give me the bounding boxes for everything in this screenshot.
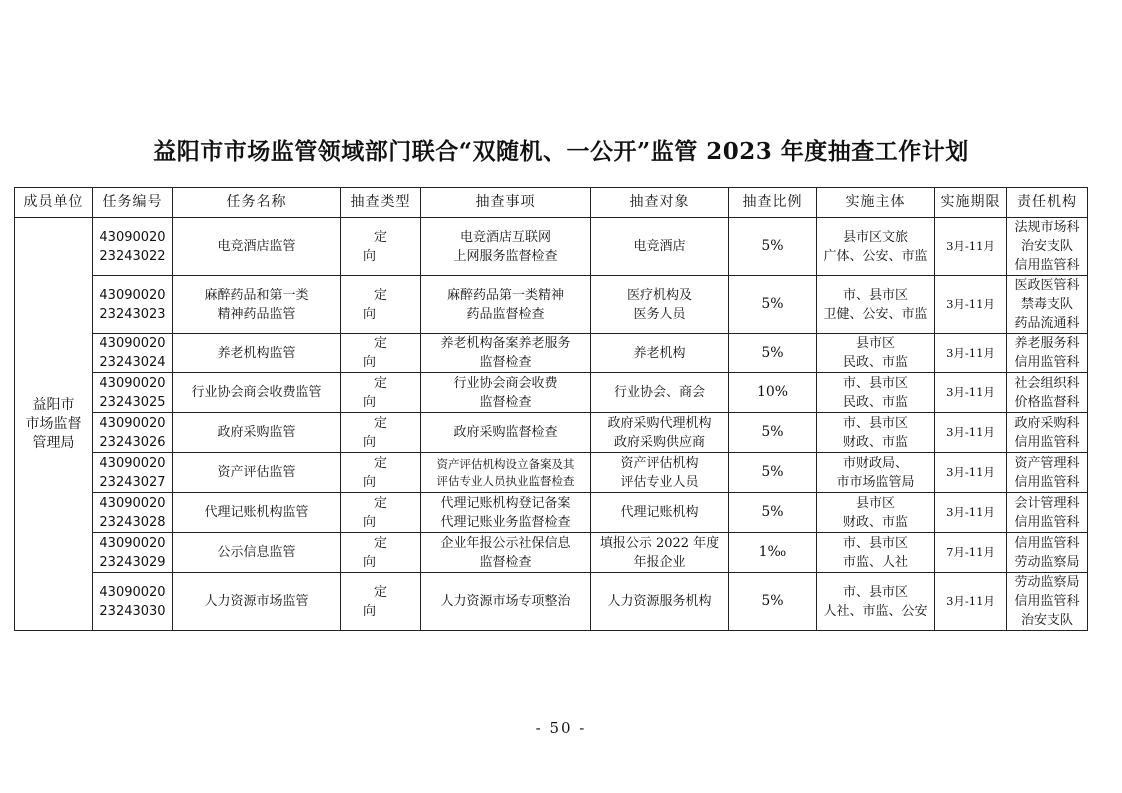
- cell-text: 医务人员: [633, 306, 686, 322]
- check-type-cell: [341, 533, 421, 573]
- cell-text: 3月-11月: [946, 425, 995, 439]
- cell-text: 养老机构: [633, 345, 686, 361]
- cell-text: 信用监管科: [1014, 594, 1080, 609]
- member-unit-cell: [15, 218, 93, 631]
- cell-text: 23243028: [99, 514, 166, 530]
- cell-text: 5%: [761, 464, 784, 480]
- cell-text: 麻醉药品第一类精神: [446, 287, 564, 303]
- cell-text: 市、县市区: [842, 535, 908, 551]
- check-ratio-cell: [729, 493, 817, 533]
- check-type-cell: [341, 573, 421, 631]
- cell-text: 23243027: [99, 474, 166, 490]
- task-number-cell: [93, 373, 173, 413]
- task-name-cell: [173, 334, 341, 373]
- cell-text: 3月-11月: [946, 594, 995, 608]
- check-type-cell: [341, 218, 421, 276]
- cell-text: 5%: [761, 593, 784, 609]
- cell-text: 23243030: [99, 603, 166, 619]
- cell-text: 治安支队: [1020, 239, 1073, 254]
- period-cell: [935, 218, 1007, 276]
- cell-text: 定向: [362, 495, 409, 530]
- cell-text: 3月-11月: [946, 297, 995, 311]
- task-number-cell: [93, 493, 173, 533]
- responsible-agency-cell: [1007, 218, 1088, 276]
- plan-table: [14, 187, 1088, 631]
- column-header: 任务编号: [93, 188, 173, 218]
- responsible-agency-cell: [1007, 276, 1088, 334]
- cell-text: 定向: [362, 455, 409, 490]
- cell-text: 年报企业: [633, 554, 686, 570]
- task-number-cell: [93, 218, 173, 276]
- cell-text: 监督检查: [479, 355, 532, 370]
- table-row: [15, 533, 1088, 573]
- cell-text: 企业年报公示社保信息: [440, 535, 571, 551]
- cell-text: 精神药品监管: [217, 306, 296, 322]
- check-type-cell: [341, 276, 421, 334]
- cell-text: 代理记账机构: [620, 505, 699, 520]
- cell-text: 5%: [761, 344, 784, 361]
- cell-text: 定向: [362, 584, 409, 619]
- check-items-cell: [421, 573, 591, 631]
- cell-text: 县市区: [855, 336, 895, 351]
- cell-text: 填报公示 2022 年度: [599, 535, 720, 551]
- cell-text: 定向: [362, 375, 409, 410]
- implementing-body-cell: [817, 533, 935, 573]
- check-items-cell: [421, 453, 591, 493]
- task-number-cell: [93, 453, 173, 493]
- cell-text: 民政、市监: [842, 355, 908, 370]
- check-items-cell: [421, 533, 591, 573]
- column-header: 抽查类型: [341, 188, 421, 218]
- cell-text: 行业协会、商会: [613, 385, 705, 400]
- cell-text: 43090020: [99, 495, 166, 511]
- cell-text: 7月-11月: [946, 545, 995, 559]
- cell-text: 市市场监管局: [836, 474, 915, 490]
- cell-text: 信用监管科: [1014, 514, 1080, 530]
- task-number-cell: [93, 334, 173, 373]
- implementing-body-cell: [817, 493, 935, 533]
- task-name-cell: [173, 453, 341, 493]
- task-number-cell: [93, 276, 173, 334]
- period-cell: [935, 533, 1007, 573]
- cell-text: 政府采购科: [1014, 415, 1080, 431]
- cell-text: 资产评估机构设立备案及其: [436, 456, 575, 471]
- check-type-cell: [341, 373, 421, 413]
- cell-text: 价格监督科: [1014, 394, 1080, 410]
- cell-text: 3月-11月: [946, 345, 995, 360]
- check-type-cell: [341, 493, 421, 533]
- cell-text: 上网服务监督检查: [453, 248, 558, 264]
- cell-text: 23243025: [99, 394, 166, 410]
- check-items-cell: [421, 276, 591, 334]
- table-row: [15, 218, 1088, 276]
- cell-text: 定向: [362, 415, 409, 450]
- page-number: - 50 -: [535, 719, 587, 737]
- cell-text: 养老机构监管: [217, 345, 296, 361]
- column-header: 实施期限: [935, 188, 1007, 218]
- cell-text: 养老机构备案养老服务: [440, 336, 571, 351]
- task-name-cell: [173, 533, 341, 573]
- check-ratio-cell: [729, 218, 817, 276]
- cell-text: 市、县市区: [842, 287, 908, 303]
- implementing-body-cell: [817, 373, 935, 413]
- task-name-cell: [173, 573, 341, 631]
- check-ratio-cell: [729, 334, 817, 373]
- cell-text: 市、县市区: [842, 375, 908, 391]
- cell-text: 财政、市监: [842, 514, 908, 530]
- cell-text: 医疗机构及: [626, 287, 692, 303]
- cell-text: 23243022: [99, 248, 166, 264]
- cell-text: 治安支队: [1020, 613, 1073, 628]
- cell-text: 代理记账机构监管: [204, 505, 309, 520]
- cell-text: 5%: [761, 296, 784, 312]
- cell-text: 43090020: [99, 535, 166, 551]
- cell-text: 信用监管科: [1014, 258, 1080, 273]
- task-number-cell: [93, 573, 173, 631]
- check-object-cell: [591, 334, 729, 373]
- check-object-cell: [591, 413, 729, 453]
- period-cell: [935, 334, 1007, 373]
- cell-text: 23243024: [99, 355, 166, 370]
- cell-text: 1‰: [758, 544, 787, 560]
- check-object-cell: [591, 453, 729, 493]
- cell-text: 43090020: [99, 287, 166, 303]
- cell-text: 23243026: [99, 434, 166, 450]
- cell-text: 公示信息监管: [217, 545, 296, 560]
- cell-text: 电竞酒店互联网: [459, 229, 551, 245]
- cell-text: 信用监管科: [1014, 474, 1080, 490]
- check-object-cell: [591, 373, 729, 413]
- cell-text: 管理局: [32, 434, 75, 451]
- cell-text: 3月-11月: [946, 385, 995, 399]
- task-name-cell: [173, 373, 341, 413]
- column-header: 抽查比例: [729, 188, 817, 218]
- check-type-cell: [341, 453, 421, 493]
- task-number-cell: [93, 533, 173, 573]
- cell-text: 监督检查: [479, 394, 532, 410]
- cell-text: 益阳市: [32, 396, 75, 413]
- cell-text: 社会组织科: [1014, 375, 1080, 391]
- cell-text: 代理记账业务监督检查: [440, 514, 571, 530]
- column-header: 任务名称: [173, 188, 341, 218]
- cell-text: 资产评估机构: [620, 455, 699, 471]
- cell-text: 评估专业人员: [620, 474, 699, 490]
- cell-text: 市场监督: [25, 415, 82, 432]
- cell-text: 政府采购代理机构: [607, 415, 712, 431]
- check-items-cell: [421, 218, 591, 276]
- cell-text: 评估专业人员执业监督检查: [436, 473, 575, 488]
- check-object-cell: [591, 573, 729, 631]
- cell-text: 人力资源市场专项整治: [440, 594, 571, 609]
- cell-text: 资产管理科: [1014, 455, 1080, 471]
- cell-text: 43090020: [99, 229, 166, 245]
- cell-text: 药品监督检查: [466, 306, 545, 322]
- cell-text: 信用监管科: [1014, 355, 1080, 370]
- table-row: [15, 573, 1088, 631]
- period-cell: [935, 276, 1007, 334]
- cell-text: 政府采购监管: [217, 425, 296, 440]
- cell-text: 定向: [362, 535, 409, 570]
- page-title: 益阳市市场监管领域部门联合“双随机、一公开”监管 2023 年度抽查工作计划: [153, 138, 969, 165]
- cell-text: 养老服务科: [1014, 336, 1080, 351]
- cell-text: 县市区文旅: [842, 229, 908, 245]
- cell-text: 定向: [362, 336, 409, 370]
- cell-text: 广体、公安、市监: [823, 248, 928, 264]
- cell-text: 市监、人社: [842, 554, 908, 570]
- column-header: 抽查对象: [591, 188, 729, 218]
- cell-text: 资产评估监管: [217, 465, 296, 480]
- implementing-body-cell: [817, 218, 935, 276]
- cell-text: 行业协会商会收费监管: [191, 385, 322, 400]
- table-row: [15, 413, 1088, 453]
- cell-text: 药品流通科: [1014, 316, 1080, 331]
- cell-text: 市、县市区: [842, 584, 908, 600]
- cell-text: 23243023: [99, 306, 166, 322]
- cell-text: 代理记账机构登记备案: [440, 495, 571, 511]
- check-items-cell: [421, 493, 591, 533]
- column-header: 责任机构: [1007, 188, 1088, 218]
- cell-text: 电竞酒店监管: [217, 239, 296, 254]
- task-name-cell: [173, 413, 341, 453]
- cell-text: 信用监管科: [1014, 535, 1080, 551]
- cell-text: 43090020: [99, 415, 166, 431]
- cell-text: 5%: [761, 424, 784, 440]
- implementing-body-cell: [817, 276, 935, 334]
- check-items-cell: [421, 413, 591, 453]
- cell-text: 信用监管科: [1014, 434, 1080, 450]
- table-row: [15, 493, 1088, 533]
- responsible-agency-cell: [1007, 453, 1088, 493]
- table-row: [15, 373, 1088, 413]
- responsible-agency-cell: [1007, 334, 1088, 373]
- cell-text: 劳动监察局: [1014, 575, 1080, 590]
- check-ratio-cell: [729, 373, 817, 413]
- responsible-agency-cell: [1007, 533, 1088, 573]
- cell-text: 43090020: [99, 455, 166, 471]
- cell-text: 43090020: [99, 336, 166, 351]
- cell-text: 法规市场科: [1014, 220, 1080, 235]
- check-ratio-cell: [729, 453, 817, 493]
- implementing-body-cell: [817, 453, 935, 493]
- responsible-agency-cell: [1007, 493, 1088, 533]
- cell-text: 政府采购供应商: [613, 434, 705, 450]
- cell-text: 市、县市区: [842, 415, 908, 431]
- cell-text: 定向: [362, 229, 409, 264]
- cell-text: 医政医管科: [1014, 278, 1080, 293]
- cell-text: 23243029: [99, 554, 166, 570]
- task-name-cell: [173, 218, 341, 276]
- responsible-agency-cell: [1007, 573, 1088, 631]
- period-cell: [935, 373, 1007, 413]
- check-object-cell: [591, 276, 729, 334]
- check-object-cell: [591, 218, 729, 276]
- cell-text: 财政、市监: [842, 434, 908, 450]
- cell-text: 卫健、公安、市监: [823, 306, 928, 322]
- period-cell: [935, 493, 1007, 533]
- cell-text: 麻醉药品和第一类: [204, 287, 309, 303]
- cell-text: 行业协会商会收费: [453, 375, 558, 391]
- column-header: 成员单位: [15, 188, 93, 218]
- cell-text: 人力资源服务机构: [607, 594, 712, 609]
- cell-text: 定向: [362, 287, 409, 322]
- cell-text: 人社、市监、公安: [823, 603, 928, 619]
- cell-text: 人力资源市场监管: [204, 594, 309, 609]
- table-header-row: [15, 188, 1088, 218]
- period-cell: [935, 573, 1007, 631]
- cell-text: 县市区: [855, 495, 895, 511]
- task-number-cell: [93, 413, 173, 453]
- cell-text: 会计管理科: [1014, 495, 1080, 511]
- cell-text: 43090020: [99, 584, 166, 600]
- check-ratio-cell: [729, 533, 817, 573]
- cell-text: 监督检查: [479, 554, 532, 570]
- cell-text: 3月-11月: [946, 465, 995, 479]
- period-cell: [935, 453, 1007, 493]
- check-type-cell: [341, 413, 421, 453]
- implementing-body-cell: [817, 573, 935, 631]
- cell-text: 禁毒支队: [1020, 297, 1073, 312]
- cell-text: 10%: [756, 384, 789, 400]
- check-object-cell: [591, 493, 729, 533]
- cell-text: 5%: [761, 504, 784, 520]
- table-row: [15, 276, 1088, 334]
- cell-text: 市财政局、: [842, 455, 908, 471]
- check-ratio-cell: [729, 276, 817, 334]
- check-ratio-cell: [729, 573, 817, 631]
- column-header: 实施主体: [817, 188, 935, 218]
- table-row: [15, 334, 1088, 373]
- cell-text: 政府采购监督检查: [453, 425, 558, 440]
- period-cell: [935, 413, 1007, 453]
- cell-text: 5%: [761, 238, 784, 254]
- check-ratio-cell: [729, 413, 817, 453]
- task-name-cell: [173, 276, 341, 334]
- check-items-cell: [421, 373, 591, 413]
- check-type-cell: [341, 334, 421, 373]
- column-header: 抽查事项: [421, 188, 591, 218]
- cell-text: 电竞酒店: [633, 239, 686, 254]
- implementing-body-cell: [817, 334, 935, 373]
- cell-text: 劳动监察局: [1014, 554, 1080, 570]
- cell-text: 43090020: [99, 375, 166, 391]
- implementing-body-cell: [817, 413, 935, 453]
- responsible-agency-cell: [1007, 413, 1088, 453]
- cell-text: 3月-11月: [946, 505, 995, 519]
- cell-text: 3月-11月: [946, 239, 995, 253]
- table-row: [15, 453, 1088, 493]
- check-object-cell: [591, 533, 729, 573]
- check-items-cell: [421, 334, 591, 373]
- task-name-cell: [173, 493, 341, 533]
- table-body: [15, 218, 1088, 631]
- responsible-agency-cell: [1007, 373, 1088, 413]
- cell-text: 民政、市监: [842, 394, 908, 410]
